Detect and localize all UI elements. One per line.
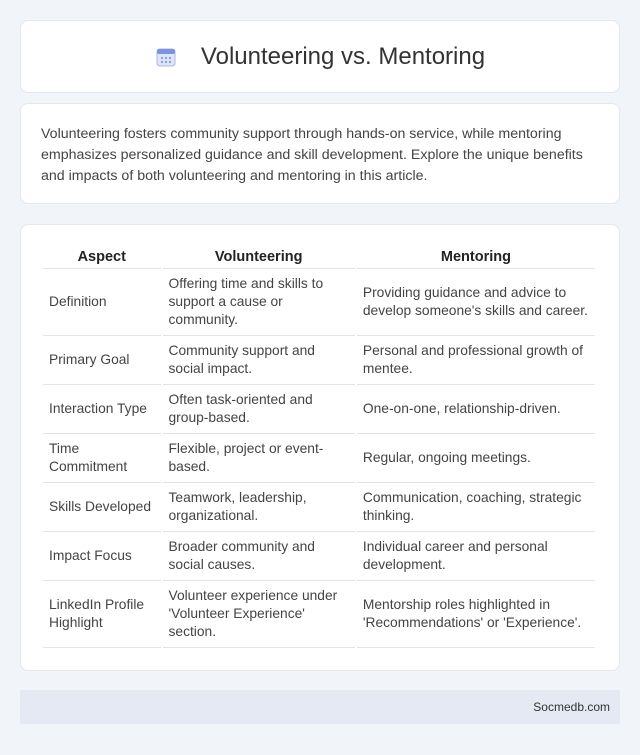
column-header: Aspect	[43, 245, 161, 269]
footer	[20, 690, 620, 724]
table-cell: Skills Developed	[43, 483, 161, 532]
column-header: Mentoring	[357, 245, 595, 269]
table-cell: Personal and professional growth of mentee.	[357, 336, 595, 385]
table-row	[43, 269, 595, 336]
table-row	[43, 483, 595, 532]
intro-text: Volunteering fosters community support through hands-on service, while mentoring emphasizes personalized guidance and skill development. Explore the unique benefits and impacts of both volunteering and mentoring in this article.	[41, 126, 583, 184]
intro-card	[20, 103, 620, 204]
table-cell: Impact Focus	[43, 532, 161, 581]
table-row	[43, 336, 595, 385]
table-row	[43, 385, 595, 434]
comparison-table-card	[20, 224, 620, 671]
table-cell: Primary Goal	[43, 336, 161, 385]
column-header: Volunteering	[163, 245, 355, 269]
title-card	[20, 20, 620, 93]
table-cell: Volunteer experience under 'Volunteer Experience' section.	[163, 581, 355, 648]
table-cell: Often task-oriented and group-based.	[163, 385, 355, 434]
table-cell: Definition	[43, 269, 161, 336]
page-title: Volunteering vs. Mentoring	[200, 42, 486, 70]
calendar-icon	[155, 46, 177, 68]
table-cell: Communication, coaching, strategic thinking.	[357, 483, 595, 532]
table-cell: Mentorship roles highlighted in 'Recommendations' or 'Experience'.	[357, 581, 595, 648]
table-cell: One-on-one, relationship-driven.	[357, 385, 595, 434]
table-cell: Regular, ongoing meetings.	[357, 434, 595, 483]
footer-site-link[interactable]: Socmedb.com	[533, 700, 610, 714]
table-cell: LinkedIn Profile Highlight	[43, 581, 161, 648]
table-cell: Broader community and social causes.	[163, 532, 355, 581]
table-cell: Teamwork, leadership, organizational.	[163, 483, 355, 532]
table-row	[43, 532, 595, 581]
table-cell: Providing guidance and advice to develop someone's skills and career.	[357, 269, 595, 336]
table-row	[43, 581, 595, 648]
table-cell: Time Commitment	[43, 434, 161, 483]
table-row	[43, 434, 595, 483]
table-cell: Individual career and personal development.	[357, 532, 595, 581]
table-cell: Interaction Type	[43, 385, 161, 434]
table-header-row	[43, 245, 595, 269]
comparison-table	[41, 245, 597, 648]
table-cell: Flexible, project or event-based.	[163, 434, 355, 483]
table-cell: Community support and social impact.	[163, 336, 355, 385]
table-cell: Offering time and skills to support a cause or community.	[163, 269, 355, 336]
